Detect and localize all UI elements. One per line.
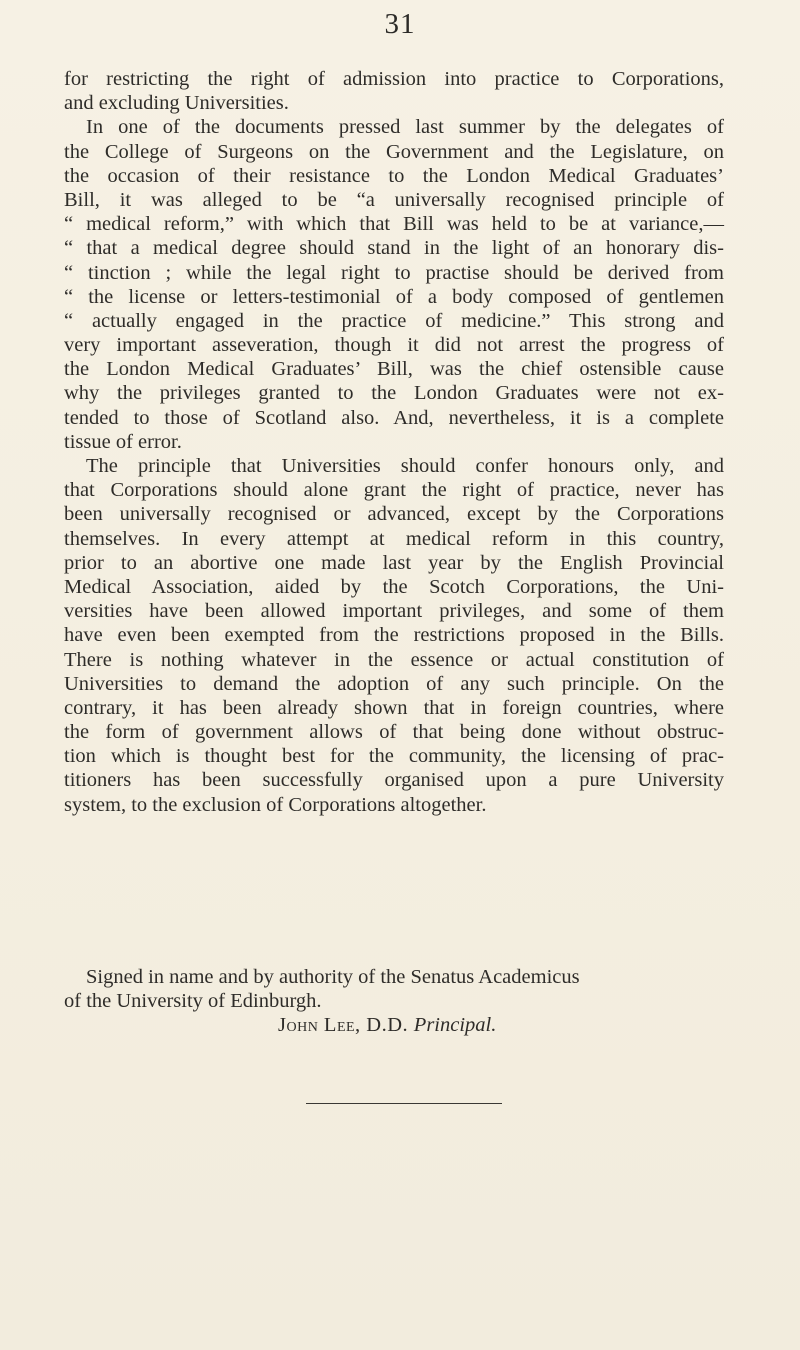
signature-attribution-text: Signed in name and by authority of the Senatus Academicus	[86, 966, 580, 988]
text-line: There is nothing whatever in the essence or actual constitution of	[64, 648, 724, 671]
text-line: the occasion of their resistance to the London Medical Graduates’	[64, 164, 724, 187]
text-line: and excluding Universities.	[64, 92, 289, 115]
page-number: 31	[384, 8, 416, 40]
text-line: that Corporations should alone grant the right of practice, never has	[64, 479, 724, 502]
signatory-name: John Lee, D.D.	[278, 1014, 409, 1037]
text-line: “ that a medical degree should stand in the light of an honorary dis-	[64, 237, 724, 260]
text-line: In one of the documents pressed last summer by the delegates of	[86, 116, 724, 139]
text-line: contrary, it has been already shown that in foreign countries, where	[64, 696, 724, 719]
text-line: Medical Association, aided by the Scotch Corporations, the Uni-	[64, 575, 724, 598]
text-line: very important asseveration, though it did not arrest the progress of	[64, 334, 724, 357]
text-line: system, to the exclusion of Corporations altogether.	[64, 793, 487, 816]
text-line: The principle that Universities should confer honours only, and	[86, 455, 724, 477]
text-line: the London Medical Graduates’ Bill, was the chief ostensible cause	[64, 358, 724, 381]
text-line: “ medical reform,” with which that Bill was held to be at variance,—	[64, 213, 724, 236]
signature-institution	[64, 989, 724, 1013]
text-line: why the privileges granted to the London Graduates were not ex-	[64, 382, 724, 405]
signature-institution-text: of the University of Edinburgh.	[64, 990, 322, 1013]
text-line: “ the license or letters-testimonial of a body composed of gentlemen	[64, 285, 724, 308]
signatory-title: Principal.	[413, 1014, 497, 1037]
text-line: have even been exempted from the restrictions proposed in the Bills.	[64, 624, 724, 647]
text-line: tended to those of Scotland also. And, nevertheless, it is a complete	[64, 406, 724, 429]
text-line: “ actually engaged in the practice of medicine.” This strong and	[64, 309, 724, 332]
text-line: themselves. In every attempt at medical reform in this country,	[64, 527, 724, 550]
text-line: prior to an abortive one made last year by the English Provincial	[64, 551, 724, 574]
text-line: the College of Surgeons on the Government and the Legislature, on	[64, 140, 724, 163]
signature-attribution	[64, 965, 724, 989]
text-line: been universally recognised or advanced, except by the Corporations	[64, 503, 724, 526]
text-line: tissue of error.	[64, 430, 182, 453]
signature-block	[64, 965, 724, 1039]
text-line: the form of government allows of that being done without obstruc-	[64, 721, 724, 744]
text-line: for restricting the right of admission into practice to Corporations,	[64, 68, 724, 90]
text-line: “ tinction ; while the legal right to practise should be derived from	[64, 261, 724, 284]
text-line: versities have been allowed important privileges, and some of them	[64, 600, 724, 623]
text-line: Bill, it was alleged to be “a universally recognised principle of	[64, 188, 724, 211]
text-line: tion which is thought best for the community, the licensing of prac-	[64, 745, 724, 768]
body-text	[64, 67, 724, 817]
section-divider	[306, 1103, 502, 1104]
text-line: titioners has been successfully organised upon a pure University	[64, 769, 724, 792]
signatory	[64, 1013, 724, 1039]
text-line: Universities to demand the adoption of any such principle. On the	[64, 672, 724, 695]
